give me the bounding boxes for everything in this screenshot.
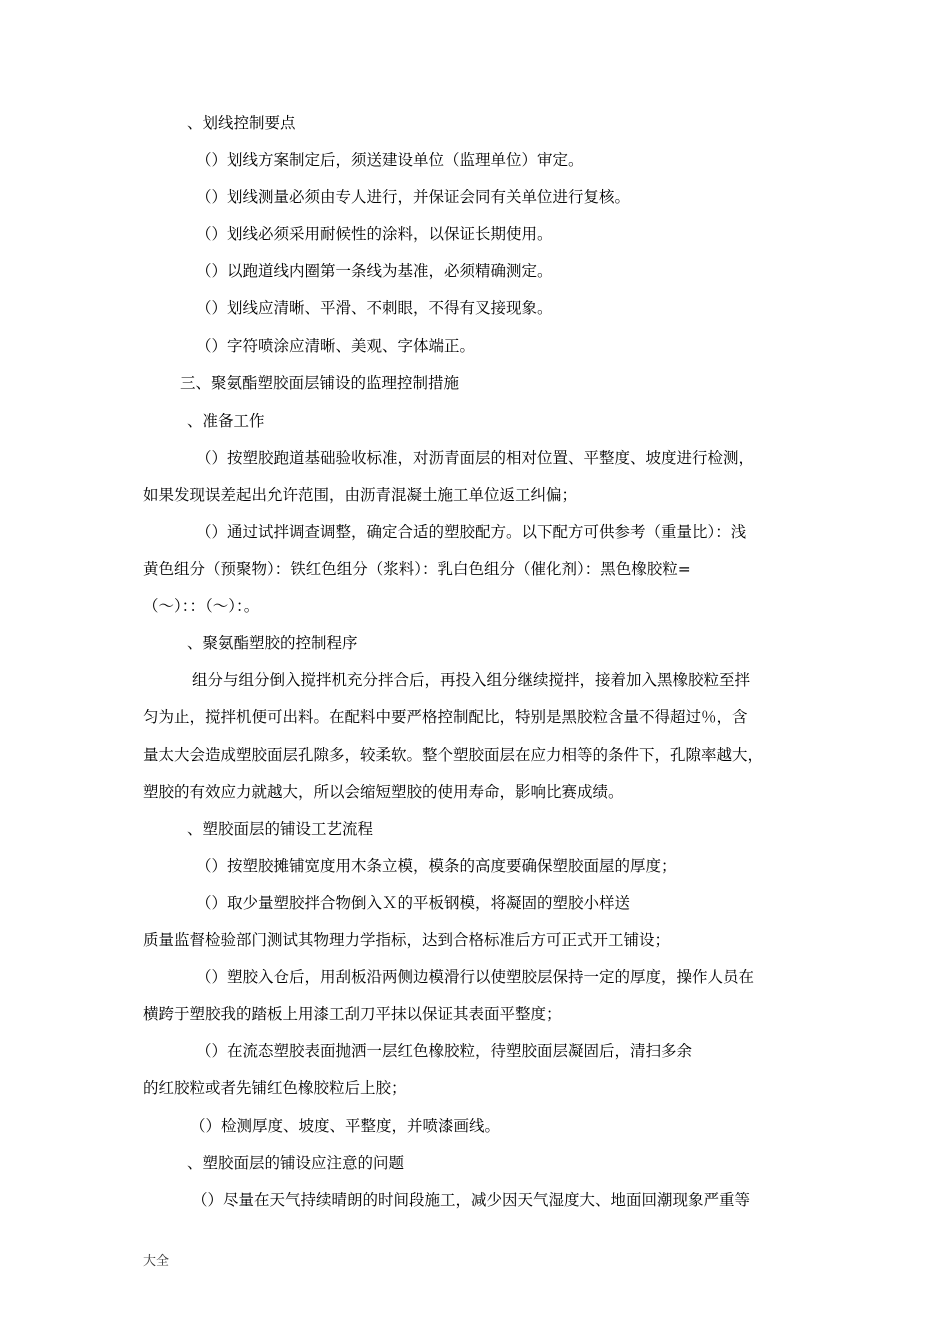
section-heading: 三、聚氨酯塑胶面层铺设的监理控制措施 (180, 374, 460, 392)
text-line: （）划线应清晰、平滑、不刺眼，不得有叉接现象。 (196, 299, 553, 317)
text-line: （～）：：（～）：。 (143, 597, 260, 615)
text-line: （）划线测量必须由专人进行，并保证会同有关单位进行复核。 (196, 188, 631, 206)
text-line: （）按塑胶摊铺宽度用木条立模，模条的高度要确保塑胶面屋的厚度； (196, 857, 677, 875)
text-line: 、划线控制要点 (187, 114, 296, 132)
subsection-heading: 、准备工作 (187, 412, 265, 430)
text-line: 塑胶的有效应力就越大，所以会缩短塑胶的使用寿命，影响比赛成绩。 (143, 783, 624, 801)
text-line: （）以跑道线内圈第一条线为基准，必须精确测定。 (196, 262, 553, 280)
text-line: 黄色组分（预聚物）：铁红色组分（浆料）：乳白色组分（催化剂）：黑色橡胶粒= (143, 560, 691, 578)
text-line: （）划线方案制定后，须送建设单位（监理单位）审定。 (196, 151, 584, 169)
subsection-heading: 、聚氨酯塑胶的控制程序 (187, 634, 358, 652)
text-line: 组分与组分倒入搅拌机充分拌合后，再投入组分继续搅拌，接着加入黑橡胶粒至拌 (192, 671, 751, 689)
subsection-heading: 、塑胶面层的铺设工艺流程 (187, 820, 374, 838)
text-line: （）取少量塑胶拌合物倒入Ｘ的平板钢模，将凝固的塑胶小样送 (196, 894, 631, 912)
text-line: （）按塑胶跑道基础验收标准，对沥青面层的相对位置、平整度、坡度进行检测， (196, 449, 755, 467)
text-line: （）检测厚度、坡度、平整度，并喷漆画线。 (190, 1117, 501, 1135)
subsection-heading: 、塑胶面层的铺设应注意的问题 (187, 1154, 405, 1172)
text-line: （）尽量在天气持续晴朗的时间段施工，减少因天气湿度大、地面回潮现象严重等 (192, 1191, 751, 1209)
text-line: 匀为止，搅拌机便可出料。在配料中要严格控制配比，特别是黑胶粒含量不得超过％，含 (143, 708, 748, 726)
text-line: （）通过试拌调查调整，确定合适的塑胶配方。以下配方可供参考（重量比）：浅 (196, 523, 747, 541)
text-line: （）字符喷涂应清晰、美观、字体端正。 (196, 337, 476, 355)
text-line: 的红胶粒或者先铺红色橡胶粒后上胶； (143, 1079, 407, 1097)
text-line: 量太大会造成塑胶面层孔隙多，较柔软。整个塑胶面层在应力相等的条件下，孔隙率越大， (143, 746, 764, 764)
page-footer: 大全 (143, 1254, 170, 1269)
text-line: 如果发现误差起出允许范围，由沥青混凝土施工单位返工纠偏； (143, 486, 578, 504)
text-line: 质量监督检验部门测试其物理力学指标，达到合格标准后方可正式开工铺设； (143, 931, 671, 949)
text-line: （）在流态塑胶表面抛洒一层红色橡胶粒，待塑胶面层凝固后，清扫多余 (196, 1042, 693, 1060)
text-line: 横跨于塑胶我的踏板上用漆工刮刀平抹以保证其表面平整度； (143, 1005, 562, 1023)
text-line: （）塑胶入仓后，用刮板沿两侧边模滑行以使塑胶层保持一定的厚度，操作人员在 (196, 968, 755, 986)
text-line: （）划线必须采用耐候性的涂料，以保证长期使用。 (196, 225, 553, 243)
